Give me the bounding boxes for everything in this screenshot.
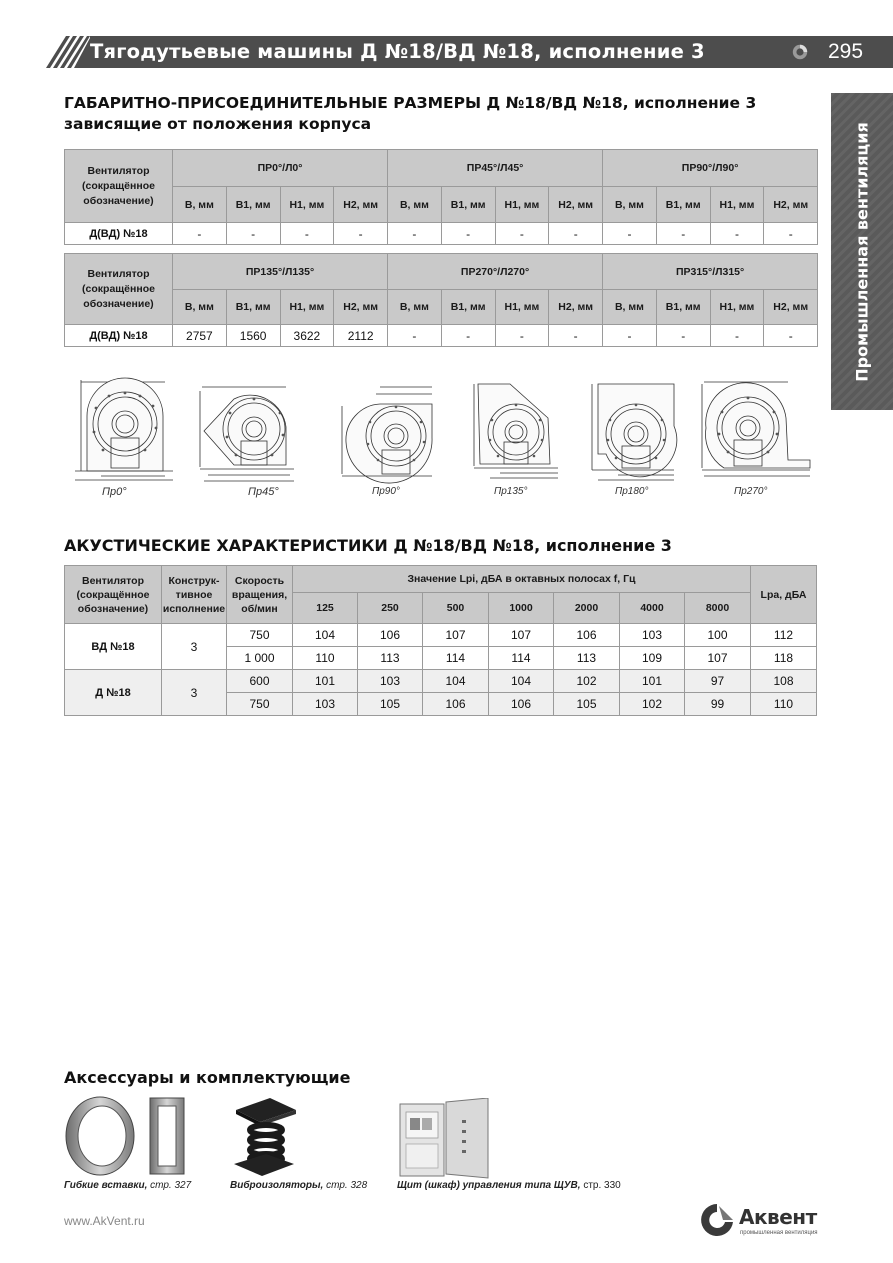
cell: 107 — [685, 647, 751, 670]
dimensions-subtitle: зависящие от положения корпуса — [64, 115, 372, 133]
frequency-header: 8000 — [685, 593, 751, 624]
sub-header: В, мм — [173, 290, 227, 325]
table-row — [65, 670, 817, 693]
group-header: ПР45°/Л45° — [388, 150, 603, 187]
frequency-header: 250 — [358, 593, 423, 624]
sub-header: В, мм — [173, 187, 227, 223]
frequency-header: 2000 — [554, 593, 620, 624]
frequency-header: 1000 — [489, 593, 554, 624]
cell: 1560 — [226, 325, 280, 347]
sub-header: В1, мм — [441, 187, 495, 223]
brand-subtitle: промышленная вентиляция — [740, 1230, 818, 1236]
group-header: ПР135°/Л135° — [173, 254, 388, 290]
cell: - — [173, 223, 227, 245]
sub-header: В, мм — [388, 290, 442, 325]
cell: 107 — [489, 624, 554, 647]
side-tab-label: Промышленная вентиляция — [852, 122, 872, 382]
cell: 114 — [489, 647, 554, 670]
cell: 104 — [423, 670, 489, 693]
sub-header: Н1, мм — [710, 187, 764, 223]
cell: 104 — [293, 624, 358, 647]
sub-header: В1, мм — [656, 290, 710, 325]
sub-header: В1, мм — [441, 290, 495, 325]
sub-header: Н1, мм — [280, 187, 334, 223]
cell: - — [495, 223, 549, 245]
design-header: Конструк- тивное исполнение — [162, 566, 227, 624]
speed-header: Скорость вращения, об/мин — [227, 566, 293, 624]
cell: - — [710, 325, 764, 347]
cell: - — [226, 223, 280, 245]
group-header: ПР0°/Л0° — [173, 150, 388, 187]
frequency-header: 500 — [423, 593, 489, 624]
sub-header: Н2, мм — [334, 187, 388, 223]
lpa-header: Lpa, дБА — [751, 566, 817, 624]
cell: 97 — [685, 670, 751, 693]
cell: 101 — [293, 670, 358, 693]
dimensions-table-2 — [64, 253, 818, 347]
accessory-page: стр. 330 — [580, 1180, 621, 1191]
cell: 106 — [554, 624, 620, 647]
cell: 2757 — [173, 325, 227, 347]
fan-drawing-pr45 — [190, 383, 300, 487]
cell: - — [334, 223, 388, 245]
sub-header: В, мм — [603, 187, 657, 223]
sub-header: Н2, мм — [764, 290, 818, 325]
cell: 99 — [685, 693, 751, 716]
fan-header: Вентилятор (сокращённое обозначение) — [65, 150, 173, 223]
drawing-caption: Пр0° — [102, 486, 127, 498]
drawing-caption: Пр45° — [248, 486, 279, 498]
fan-drawing-pr270 — [694, 378, 814, 482]
octave-header: Значение Lpi, дБА в октавных полосах f, Гц — [293, 566, 751, 593]
sub-header: В1, мм — [656, 187, 710, 223]
group-header: ПР315°/Л315° — [603, 254, 818, 290]
drawing-caption: Пр90° — [372, 486, 400, 497]
website-link[interactable]: www.AkVent.ru — [64, 1214, 145, 1228]
design-cell: 3 — [162, 624, 227, 670]
cell: - — [549, 325, 603, 347]
accessory-name: Гибкие вставки, — [64, 1180, 148, 1191]
design-cell: 3 — [162, 670, 227, 716]
cell: - — [280, 223, 334, 245]
cell: - — [603, 325, 657, 347]
sub-header: Н2, мм — [334, 290, 388, 325]
sub-header: Н1, мм — [495, 290, 549, 325]
cell: - — [656, 325, 710, 347]
cell: 114 — [423, 647, 489, 670]
cell: 110 — [293, 647, 358, 670]
drawing-caption: Пр135° — [494, 486, 528, 497]
cell: - — [388, 325, 442, 347]
cell: 113 — [358, 647, 423, 670]
frequency-header: 4000 — [620, 593, 685, 624]
cell: 113 — [554, 647, 620, 670]
fan-drawing-pr180 — [588, 378, 680, 484]
cell: 100 — [685, 624, 751, 647]
fan-drawing-pr90 — [336, 384, 436, 484]
lpa-cell: 108 — [751, 670, 817, 693]
table-row — [65, 624, 817, 647]
accessory-page: стр. 328 — [323, 1180, 368, 1191]
table-row — [65, 223, 818, 245]
brand-swirl-icon — [791, 43, 809, 61]
cell: - — [603, 223, 657, 245]
accessory-name: Щит (шкаф) управления типа ЩУВ, — [397, 1180, 581, 1191]
cell: 102 — [620, 693, 685, 716]
sub-header: В1, мм — [226, 187, 280, 223]
row-label: Д(ВД) №18 — [65, 223, 173, 245]
cell: - — [495, 325, 549, 347]
dimensions-title: ГАБАРИТНО-ПРИСОЕДИНИТЕЛЬНЫЕ РАЗМЕРЫ Д №18/ВД №18, исполнение 3 — [64, 94, 757, 112]
sub-header: Н2, мм — [549, 290, 603, 325]
cell: - — [549, 223, 603, 245]
cell: 103 — [620, 624, 685, 647]
control-cabinet-image[interactable] — [396, 1098, 492, 1180]
cell: 103 — [293, 693, 358, 716]
cell: - — [764, 325, 818, 347]
brand-logo-icon — [697, 1202, 737, 1238]
cell: 106 — [423, 693, 489, 716]
speed-cell: 1 000 — [227, 647, 293, 670]
sub-header: Н1, мм — [495, 187, 549, 223]
accessory-caption-flexible-inserts[interactable] — [64, 1180, 191, 1191]
table-row — [65, 325, 818, 347]
accessories-title: Аксессуары и комплектующие — [64, 1068, 351, 1087]
lpa-cell: 110 — [751, 693, 817, 716]
group-header: ПР270°/Л270° — [388, 254, 603, 290]
vibration-isolator-image[interactable] — [230, 1096, 298, 1178]
accessory-caption-control-cabinet[interactable] — [397, 1180, 621, 1191]
cell: 105 — [554, 693, 620, 716]
cell: 3622 — [280, 325, 334, 347]
cell: 106 — [489, 693, 554, 716]
lpa-cell: 112 — [751, 624, 817, 647]
fan-header: Вентилятор (сокращённое обозначение) — [65, 254, 173, 325]
cell: - — [388, 223, 442, 245]
cell: - — [710, 223, 764, 245]
sub-header: Н1, мм — [710, 290, 764, 325]
accessory-name: Виброизоляторы, — [230, 1180, 324, 1191]
group-header: ПР90°/Л90° — [603, 150, 818, 187]
sub-header: В1, мм — [226, 290, 280, 325]
sub-header: Н2, мм — [549, 187, 603, 223]
header-stripes-decoration — [46, 36, 90, 68]
cell: 105 — [358, 693, 423, 716]
sub-header: Н1, мм — [280, 290, 334, 325]
cell: 106 — [358, 624, 423, 647]
cell: 2112 — [334, 325, 388, 347]
cell: - — [441, 223, 495, 245]
cell: - — [441, 325, 495, 347]
fan-header: Вентилятор (сокращённое обозначение) — [65, 566, 162, 624]
cell: - — [656, 223, 710, 245]
sub-header: В, мм — [388, 187, 442, 223]
cell: 103 — [358, 670, 423, 693]
flexible-insert-image[interactable] — [62, 1094, 188, 1178]
cell: 104 — [489, 670, 554, 693]
fan-label: ВД №18 — [65, 624, 162, 670]
acoustic-table — [64, 565, 817, 716]
page-title: Тягодутьевые машины Д №18/ВД №18, исполнение 3 — [90, 40, 705, 63]
cell: 109 — [620, 647, 685, 670]
fan-drawing-pr0 — [65, 376, 177, 482]
accessory-caption-vibration-isolators[interactable] — [230, 1180, 367, 1191]
fan-drawing-pr135 — [470, 380, 562, 482]
cell: 101 — [620, 670, 685, 693]
sub-header: В, мм — [603, 290, 657, 325]
acoustic-title: АКУСТИЧЕСКИЕ ХАРАКТЕРИСТИКИ Д №18/ВД №18, исполнение 3 — [64, 536, 672, 555]
cell: - — [764, 223, 818, 245]
speed-cell: 750 — [227, 624, 293, 647]
brand-name: Аквент — [739, 1205, 817, 1229]
cell: 107 — [423, 624, 489, 647]
frequency-header: 125 — [293, 593, 358, 624]
cell: 102 — [554, 670, 620, 693]
lpa-cell: 118 — [751, 647, 817, 670]
page-number: 295 — [828, 40, 864, 63]
sub-header: Н2, мм — [764, 187, 818, 223]
drawing-caption: Пр270° — [734, 486, 768, 497]
accessory-page: стр. 327 — [147, 1180, 192, 1191]
row-label: Д(ВД) №18 — [65, 325, 173, 347]
dimensions-table-1 — [64, 149, 818, 245]
fan-label: Д №18 — [65, 670, 162, 716]
drawing-caption: Пр180° — [615, 486, 649, 497]
speed-cell: 750 — [227, 693, 293, 716]
speed-cell: 600 — [227, 670, 293, 693]
